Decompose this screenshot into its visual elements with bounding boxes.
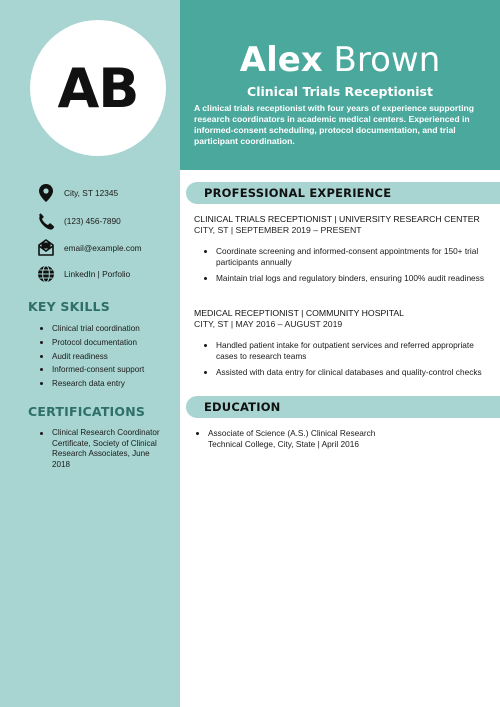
skill-item: Research data entry (40, 377, 144, 391)
globe-icon (36, 264, 56, 284)
envelope-icon (36, 238, 56, 258)
education-entry (196, 428, 486, 450)
skill-item: Informed-consent support (40, 363, 144, 377)
contact-email (36, 238, 142, 258)
skill-item: Protocol documentation (40, 336, 144, 350)
email-text: email@example.com (64, 243, 142, 253)
experience-section-header (186, 182, 500, 204)
initials: AB (57, 56, 139, 120)
phone-icon (36, 211, 56, 231)
job-bullets (194, 340, 494, 378)
certifications-heading: CERTIFICATIONS (28, 404, 146, 419)
job-bullet: Coordinate screening and informed-consent appointments for 150+ trial participants annually (204, 246, 496, 267)
first-name: Alex (239, 40, 323, 80)
job-entry-1 (194, 214, 494, 290)
skill-item: Clinical trial coordination (40, 322, 144, 336)
links-text: LinkedIn | Porfolio (64, 269, 131, 279)
education-heading: EDUCATION (204, 400, 281, 414)
skill-item: Audit readiness (40, 350, 144, 364)
job-bullet: Maintain trial logs and regulatory binders, ensuring 100% audit readiness (204, 273, 496, 284)
school: Technical College, City, State | April 2016 (208, 439, 359, 449)
contact-links (36, 264, 130, 284)
job-bullet: Assisted with data entry for clinical databases and quality-control checks (204, 367, 496, 378)
candidate-name (180, 38, 500, 82)
job-title-line: CLINICAL TRIALS RECEPTIONIST | UNIVERSITY RESEARCH CENTER (194, 214, 480, 224)
summary: A clinical trials receptionist with four years of experience supporting research coordinators in academic medical centers. Experienced in informed-consent scheduling, protocol documentation, and trial participant coordination. (194, 103, 475, 146)
job-meta: CITY, ST | MAY 2016 – AUGUST 2019 (194, 319, 343, 329)
contact-location (36, 183, 118, 203)
skills-list (40, 322, 144, 391)
job-title-line: MEDICAL RECEPTIONIST | COMMUNITY HOSPITAL (194, 308, 404, 318)
education-item (196, 428, 486, 450)
job-entry-2 (194, 308, 494, 384)
monogram-avatar (30, 20, 166, 156)
last-name: Brown (333, 40, 441, 80)
job-bullets (194, 246, 494, 284)
location-pin-icon (36, 183, 56, 203)
education-section-header (186, 396, 500, 418)
contact-phone (36, 211, 121, 231)
phone-text: (123) 456-7890 (64, 216, 121, 226)
job-meta: CITY, ST | SEPTEMBER 2019 – PRESENT (194, 225, 362, 235)
job-bullet: Handled patient intake for outpatient services and referred appropriate cases to research teams (204, 340, 496, 361)
experience-heading: PROFESSIONAL EXPERIENCE (204, 186, 392, 200)
certification-item: Clinical Research Coordinator Certificate, Society of Clinical Research Associates, June 2018 (40, 428, 162, 470)
location-text: City, ST 12345 (64, 188, 119, 198)
certifications-list (40, 428, 162, 470)
skills-heading: KEY SKILLS (28, 299, 110, 314)
degree: Associate of Science (A.S.) Clinical Research (208, 428, 376, 438)
job-title: Clinical Trials Receptionist (247, 84, 433, 99)
